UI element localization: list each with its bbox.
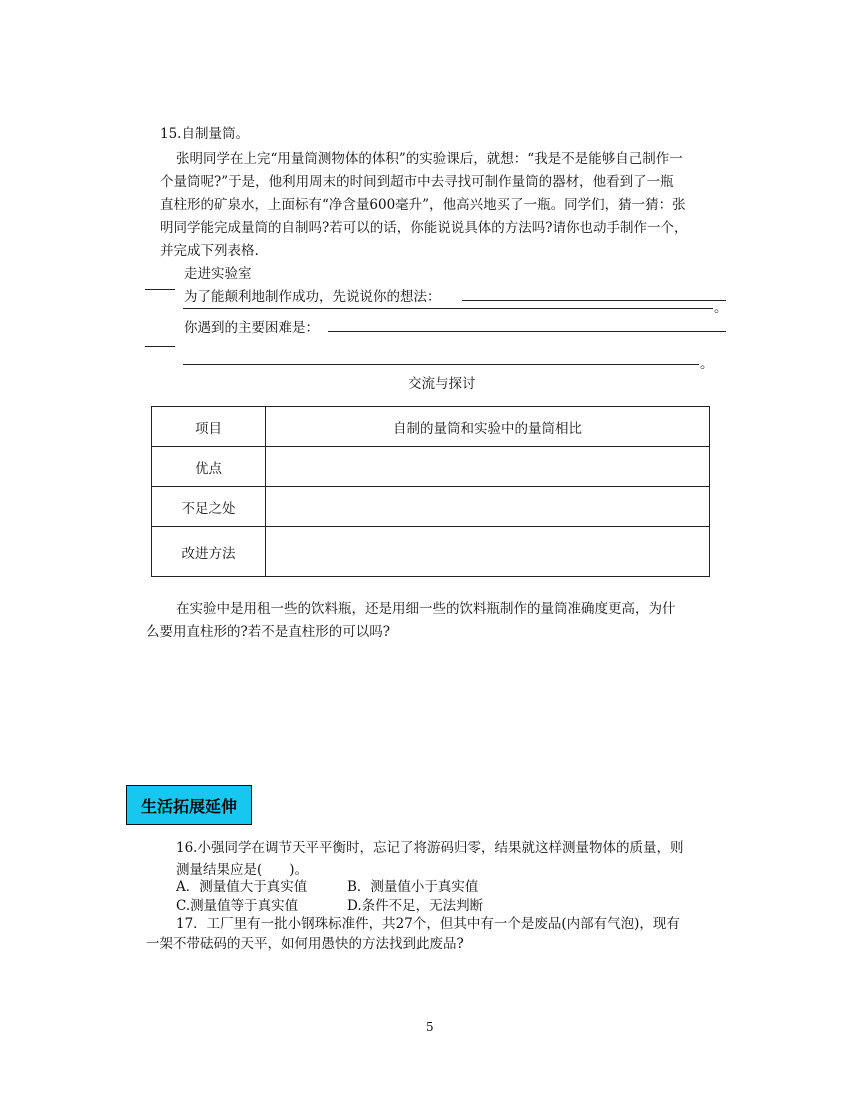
q16-line: 16.小强同学在调节天平平衡时，忘记了将游码归零，结果就这样测量物体的质量，则 bbox=[176, 840, 684, 856]
idea-answer-line-wrap[interactable] bbox=[145, 281, 175, 290]
table-row-label: 改进方法 bbox=[152, 527, 266, 577]
q15-para-line: 个量筒呢?”于是，他利用周末的时间到超市中去寻找可制作量筒的器材，他看到了一瓶 bbox=[160, 174, 674, 190]
q16-option-c[interactable]: C.测量值等于真实值 bbox=[176, 898, 299, 914]
table-header-cell: 项目 bbox=[152, 407, 266, 447]
q16-line: 测量结果应是( )。 bbox=[176, 862, 309, 878]
difficulty-answer-line-2[interactable] bbox=[183, 352, 699, 365]
q15-para-line: 明同学能完成量筒的自制吗?若可以的话，你能说说具体的方法吗?请你也动手制作一个， bbox=[160, 220, 688, 236]
table-header-cell: 自制的量筒和实验中的量筒相比 bbox=[266, 407, 710, 447]
difficulty-answer-line[interactable] bbox=[328, 316, 726, 332]
q17-line: 17．工厂里有一批小钢珠标准件，共27个，但其中有一个是废品(内部有气泡)，现有 bbox=[176, 916, 680, 932]
table-row bbox=[152, 527, 710, 577]
end-mark: 。 bbox=[714, 300, 728, 316]
comparison-table bbox=[151, 406, 710, 577]
table-answer-cell[interactable] bbox=[266, 447, 710, 487]
followup-line: 在实验中是用租一些的饮料瓶，还是用细一些的饮料瓶制作的量筒准确度更高，为什 bbox=[176, 601, 676, 617]
q15-title: 15.自制量筒。 bbox=[160, 126, 249, 142]
table-row bbox=[152, 487, 710, 527]
q15-para-line: 并完成下列表格. bbox=[160, 243, 259, 259]
idea-answer-line-2[interactable] bbox=[183, 296, 713, 309]
q16-option-a[interactable]: A．测量值大于真实值 bbox=[176, 879, 308, 895]
q15-para-line: 张明同学在上完“用量筒测物体的体积”的实验课后，就想：“我是不是能够自己制作一 bbox=[176, 151, 683, 167]
page-number: 5 bbox=[426, 1020, 434, 1034]
followup-line: 么要用直柱形的?若不是直柱形的可以吗? bbox=[146, 624, 390, 640]
section-banner: 生活拓展延伸 bbox=[126, 785, 252, 825]
table-row bbox=[152, 447, 710, 487]
q17-line: 一架不带砝码的天平，如何用愚快的方法找到此废品? bbox=[146, 936, 464, 952]
q15-para-line: 直柱形的矿泉水，上面标有“净含量600毫升”，他高兴地买了一瓶。同学们，猜一猜：张 bbox=[160, 197, 686, 213]
end-mark: 。 bbox=[700, 356, 714, 372]
lab-heading: 走进实验室 bbox=[184, 266, 252, 282]
difficulty-prompt: 你遇到的主要困难是： bbox=[184, 320, 319, 336]
difficulty-answer-line-wrap[interactable] bbox=[145, 338, 175, 347]
discussion-heading: 交流与探讨 bbox=[408, 376, 476, 392]
table-answer-cell[interactable] bbox=[266, 487, 710, 527]
idea-prompt: 为了能颠利地制作成功，先说说你的想法： bbox=[184, 289, 441, 305]
table-header-row bbox=[152, 407, 710, 447]
q16-option-d[interactable]: D.条件不足，无法判断 bbox=[347, 898, 484, 914]
table-row-label: 优点 bbox=[152, 447, 266, 487]
table-row-label: 不足之处 bbox=[152, 487, 266, 527]
q16-option-b[interactable]: B．测量值小于真实值 bbox=[347, 879, 479, 895]
table-answer-cell[interactable] bbox=[266, 527, 710, 577]
